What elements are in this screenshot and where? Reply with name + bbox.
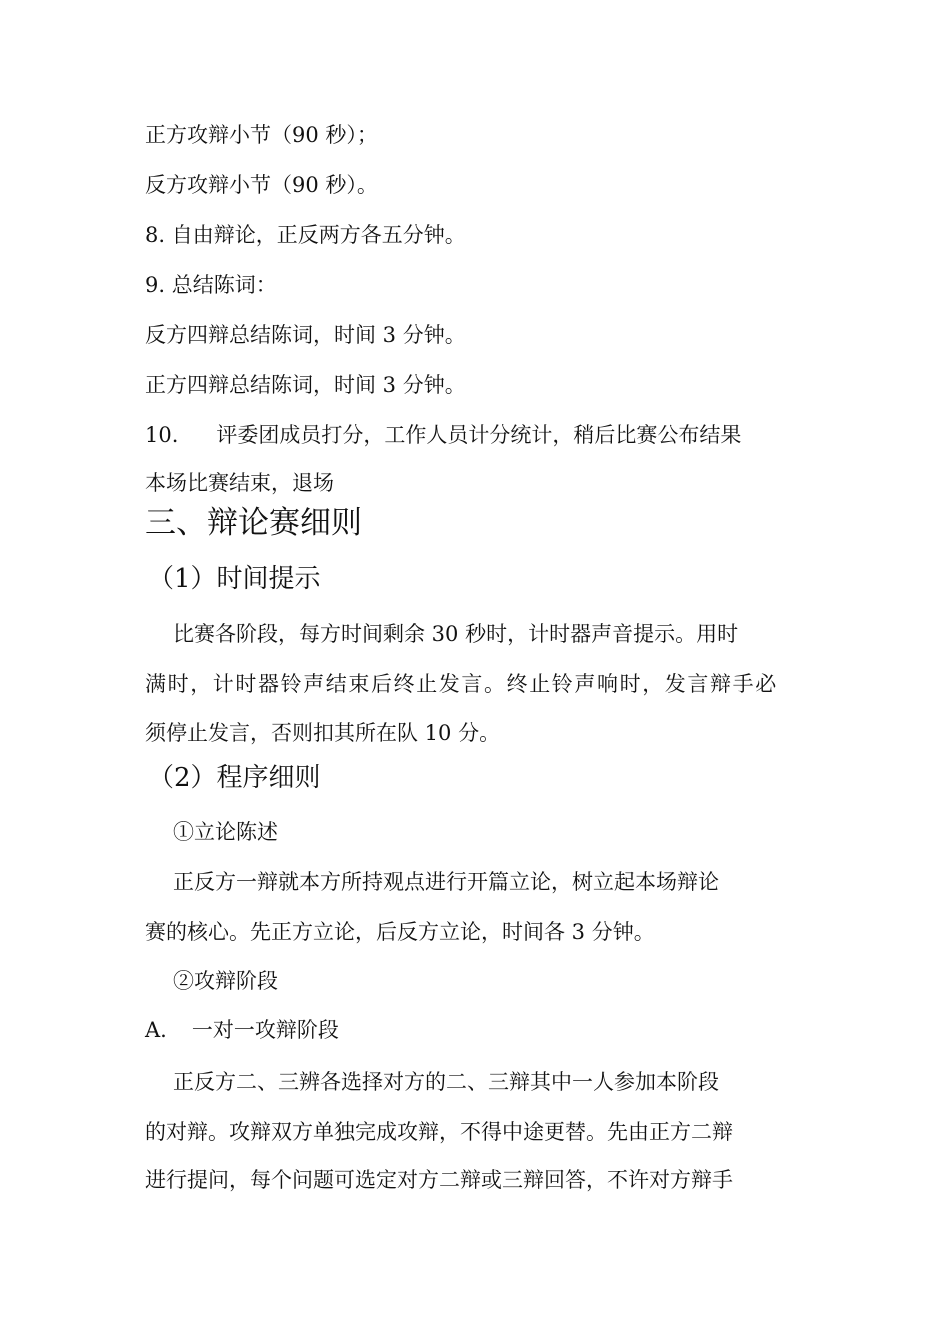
paragraph-line: 正反方一辩就本方所持观点进行开篇立论，树立起本场辩论	[173, 870, 719, 894]
list-item-text: 评委团成员打分，工作人员计分统计，稍后比赛公布结果	[216, 423, 742, 447]
subsection-heading: （1）时间提示	[148, 564, 321, 594]
text-line: 反方四辩总结陈词，时间 3 分钟。	[145, 323, 466, 347]
paragraph-line: 须停止发言，否则扣其所在队 10 分。	[145, 721, 501, 745]
paragraph-line: 进行提问，每个问题可选定对方二辩或三辩回答，不许对方辩手	[145, 1168, 733, 1192]
list-item-a	[145, 1016, 339, 1044]
section-heading: 三、辩论赛细则	[145, 505, 362, 541]
paragraph-line: 满时，计时器铃声结束后终止发言。终止铃声响时，发言辩手必	[145, 672, 778, 696]
item-heading: ②攻辩阶段	[173, 969, 278, 993]
text-line: 9. 总结陈词：	[145, 273, 277, 297]
list-item-10	[145, 421, 741, 449]
paragraph-line: 赛的核心。先正方立论，后反方立论，时间各 3 分钟。	[145, 920, 655, 944]
list-letter: A.	[145, 1018, 167, 1042]
paragraph-line: 的对辩。攻辩双方单独完成攻辩，不得中途更替。先由正方二辩	[145, 1120, 733, 1144]
list-item-text: 一对一攻辩阶段	[191, 1018, 339, 1042]
text-line: 正方四辩总结陈词，时间 3 分钟。	[145, 373, 466, 397]
paragraph-line: 正反方二、三辨各选择对方的二、三辩其中一人参加本阶段	[173, 1070, 719, 1094]
text-line: 8. 自由辩论，正反两方各五分钟。	[145, 223, 466, 247]
subsection-heading: （2）程序细则	[148, 763, 321, 793]
text-line: 正方攻辩小节（90 秒）；	[145, 123, 378, 147]
list-number: 10.	[145, 423, 179, 447]
paragraph-line: 比赛各阶段，每方时间剩余 30 秒时，计时器声音提示。用时	[173, 622, 739, 646]
text-line: 反方攻辩小节（90 秒）。	[145, 173, 378, 197]
item-heading: ①立论陈述	[173, 820, 278, 844]
text-line: 本场比赛结束，退场	[145, 471, 334, 495]
